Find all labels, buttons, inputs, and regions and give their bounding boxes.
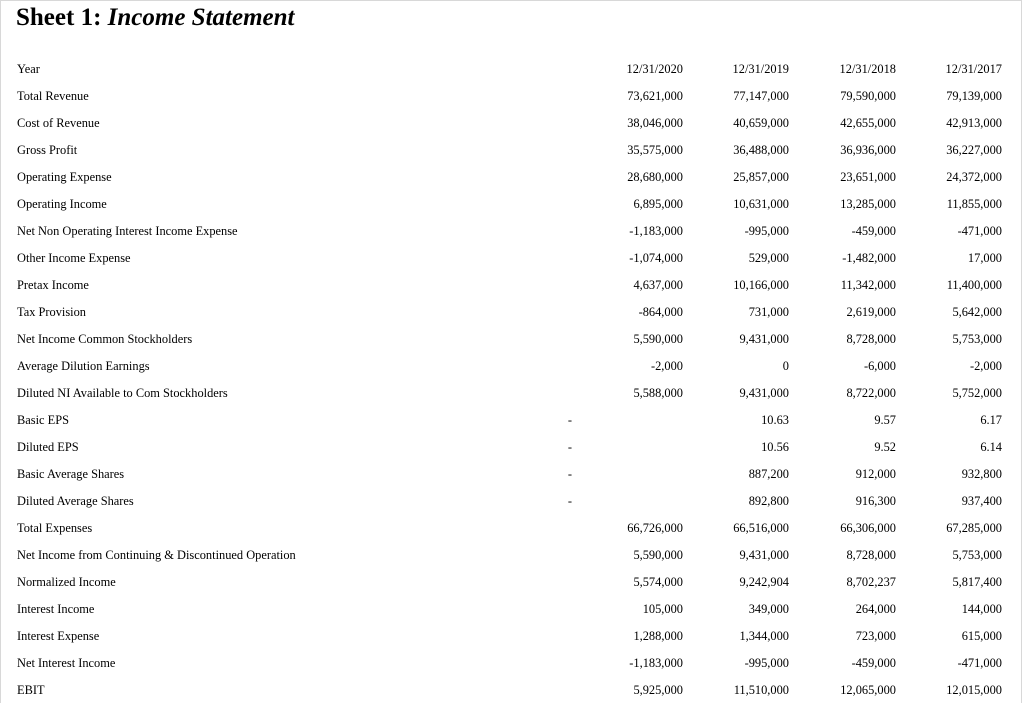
row-label[interactable]: Tax Provision [17, 305, 87, 319]
table-row [1, 575, 1023, 602]
value-cell-2017[interactable]: 11,400,000 [946, 278, 1002, 292]
table-row [1, 170, 1023, 197]
value-cell-2019[interactable]: 887,200 [748, 467, 789, 481]
sheet-name: Sheet 1: [16, 4, 102, 31]
value-cell-2020[interactable]: 35,575,000 [627, 143, 683, 157]
value-cell-2017[interactable]: 79,139,000 [946, 89, 1002, 103]
table-row [1, 548, 1023, 575]
row-label[interactable]: Gross Profit [17, 143, 78, 157]
value-cell-2018[interactable]: -1,482,000 [842, 251, 896, 265]
value-cell-2018[interactable]: 9.57 [874, 413, 896, 427]
value-cell-2019[interactable]: 10.63 [761, 413, 789, 427]
value-cell-2018[interactable]: 912,000 [855, 467, 896, 481]
header-label[interactable]: Year [17, 62, 40, 76]
sheet-title-text: Income Statement [107, 4, 295, 31]
row-label[interactable]: Net Interest Income [17, 656, 116, 670]
value-cell-2018[interactable]: 723,000 [855, 629, 896, 643]
row-label[interactable]: Diluted EPS [17, 440, 79, 454]
row-label[interactable]: Diluted Average Shares [17, 494, 134, 508]
value-cell-2017[interactable]: -471,000 [957, 656, 1002, 670]
table-row [1, 494, 1023, 521]
row-label[interactable]: Normalized Income [17, 575, 116, 589]
value-cell-2020[interactable]: 38,046,000 [627, 116, 683, 130]
row-label[interactable]: Operating Income [17, 197, 107, 211]
value-cell-2018[interactable]: 11,342,000 [840, 278, 896, 292]
row-label[interactable]: Net Income from Continuing & Discontinued Operation [17, 548, 296, 562]
value-cell-2019[interactable]: -995,000 [744, 656, 789, 670]
value-cell-2019[interactable]: 9,242,904 [739, 575, 789, 589]
value-cell-2019[interactable]: 529,000 [748, 251, 789, 265]
value-cell-2017[interactable]: 6.14 [980, 440, 1002, 454]
table-row [1, 656, 1023, 683]
row-label[interactable]: Pretax Income [17, 278, 89, 292]
value-cell-2018[interactable]: 79,590,000 [840, 89, 896, 103]
value-cell-2018[interactable]: -6,000 [863, 359, 896, 373]
value-cell-2020[interactable]: 6,895,000 [633, 197, 683, 211]
value-cell-2019[interactable]: 77,147,000 [733, 89, 789, 103]
value-cell-2017[interactable]: 6.17 [980, 413, 1002, 427]
header-date-2020[interactable]: 12/31/2020 [626, 62, 683, 76]
value-cell-2020[interactable]: -2,000 [650, 359, 683, 373]
value-cell-2017[interactable]: -2,000 [969, 359, 1002, 373]
value-cell-2017[interactable]: 144,000 [961, 602, 1002, 616]
value-cell-2019[interactable]: 1,344,000 [739, 629, 789, 643]
value-cell-2020[interactable]: 66,726,000 [627, 521, 683, 535]
value-cell-2017[interactable]: 67,285,000 [946, 521, 1002, 535]
value-cell-2017[interactable]: 11,855,000 [946, 197, 1002, 211]
table-row [1, 278, 1023, 305]
value-cell-2019[interactable]: 9,431,000 [739, 332, 789, 346]
value-cell-2020[interactable]: 5,590,000 [633, 548, 683, 562]
value-cell-2018[interactable]: 2,619,000 [846, 305, 896, 319]
value-cell-2018[interactable]: 264,000 [855, 602, 896, 616]
value-cell-2017[interactable]: 5,752,000 [952, 386, 1002, 400]
value-cell-2019[interactable]: 9,431,000 [739, 386, 789, 400]
row-label[interactable]: Operating Expense [17, 170, 112, 184]
value-cell-2018[interactable]: 9.52 [874, 440, 896, 454]
value-cell-2017[interactable]: 5,817,400 [952, 575, 1002, 589]
value-cell-2019[interactable]: 731,000 [748, 305, 789, 319]
value-cell-2019[interactable]: 11,510,000 [733, 683, 789, 697]
value-cell-2018[interactable]: 12,065,000 [840, 683, 896, 697]
value-cell-2017[interactable]: 615,000 [961, 629, 1002, 643]
value-cell-2020[interactable]: 1,288,000 [633, 629, 683, 643]
table-row [1, 251, 1023, 278]
value-cell-2017[interactable]: 5,753,000 [952, 332, 1002, 346]
row-label[interactable]: Total Revenue [17, 89, 89, 103]
table-row [1, 413, 1023, 440]
table-row [1, 89, 1023, 116]
value-cell-2017[interactable]: -471,000 [957, 224, 1002, 238]
row-label[interactable]: Diluted NI Available to Com Stockholders [17, 386, 228, 400]
row-label[interactable]: Basic Average Shares [17, 467, 125, 481]
value-cell-2019[interactable]: 10,166,000 [733, 278, 789, 292]
value-cell-2017[interactable]: 42,913,000 [946, 116, 1002, 130]
value-cell-2019[interactable]: 10.56 [761, 440, 789, 454]
value-cell-2017[interactable]: 5,753,000 [952, 548, 1002, 562]
value-cell-2018[interactable]: 8,702,237 [846, 575, 896, 589]
row-label[interactable]: Net Non Operating Interest Income Expense [17, 224, 238, 238]
header-date-2019[interactable]: 12/31/2019 [732, 62, 789, 76]
row-label[interactable]: Interest Income [17, 602, 95, 616]
table-row [1, 305, 1023, 332]
value-cell-2020[interactable]: 73,621,000 [627, 89, 683, 103]
value-cell-2018[interactable]: 42,655,000 [840, 116, 896, 130]
value-cell-2018[interactable]: 8,728,000 [846, 332, 896, 346]
header-date-2017[interactable]: 12/31/2017 [945, 62, 1002, 76]
value-cell-2017[interactable]: 36,227,000 [946, 143, 1002, 157]
value-cell-2017[interactable]: 932,800 [961, 467, 1002, 481]
row-label[interactable]: Interest Expense [17, 629, 100, 643]
row-label[interactable]: Average Dilution Earnings [17, 359, 150, 373]
empty-value-dash[interactable]: - [567, 413, 573, 427]
value-cell-2018[interactable]: 66,306,000 [840, 521, 896, 535]
value-cell-2020[interactable]: 5,588,000 [633, 386, 683, 400]
value-cell-2017[interactable]: 937,400 [961, 494, 1002, 508]
value-cell-2019[interactable]: 66,516,000 [733, 521, 789, 535]
value-cell-2019[interactable]: 36,488,000 [733, 143, 789, 157]
value-cell-2017[interactable]: 5,642,000 [952, 305, 1002, 319]
value-cell-2020[interactable]: 5,925,000 [633, 683, 683, 697]
value-cell-2020[interactable]: 5,574,000 [633, 575, 683, 589]
table-row [1, 467, 1023, 494]
row-label[interactable]: Net Income Common Stockholders [17, 332, 193, 346]
table-row [1, 440, 1023, 467]
value-cell-2017[interactable]: 12,015,000 [946, 683, 1002, 697]
value-cell-2020[interactable]: -1,183,000 [629, 656, 683, 670]
value-cell-2020[interactable]: 28,680,000 [627, 170, 683, 184]
table-row [1, 386, 1023, 413]
header-date-2018[interactable]: 12/31/2018 [839, 62, 896, 76]
value-cell-2019[interactable]: -995,000 [744, 224, 789, 238]
value-cell-2019[interactable]: 10,631,000 [733, 197, 789, 211]
row-label[interactable]: Total Expenses [17, 521, 93, 535]
table-row [1, 683, 1023, 703]
sheet-title [16, 3, 294, 33]
value-cell-2020[interactable]: -864,000 [638, 305, 683, 319]
value-cell-2020[interactable]: 105,000 [642, 602, 683, 616]
value-cell-2018[interactable]: 23,651,000 [840, 170, 896, 184]
table-row [1, 143, 1023, 170]
value-cell-2019[interactable]: 0 [782, 359, 789, 373]
table-row [1, 197, 1023, 224]
table-row [1, 521, 1023, 548]
table-row [1, 224, 1023, 251]
table-header-row [1, 62, 1023, 89]
value-cell-2017[interactable]: 24,372,000 [946, 170, 1002, 184]
value-cell-2018[interactable]: 8,722,000 [846, 386, 896, 400]
row-label[interactable]: Cost of Revenue [17, 116, 100, 130]
row-label[interactable]: Basic EPS [17, 413, 69, 427]
table-row [1, 602, 1023, 629]
value-cell-2019[interactable]: 25,857,000 [733, 170, 789, 184]
value-cell-2019[interactable]: 892,800 [748, 494, 789, 508]
value-cell-2018[interactable]: 8,728,000 [846, 548, 896, 562]
value-cell-2018[interactable]: -459,000 [851, 656, 896, 670]
value-cell-2020[interactable]: 5,590,000 [633, 332, 683, 346]
value-cell-2019[interactable]: 9,431,000 [739, 548, 789, 562]
value-cell-2018[interactable]: 36,936,000 [840, 143, 896, 157]
value-cell-2019[interactable]: 349,000 [748, 602, 789, 616]
value-cell-2020[interactable]: 4,637,000 [633, 278, 683, 292]
value-cell-2017[interactable]: 17,000 [967, 251, 1002, 265]
row-label[interactable]: EBIT [17, 683, 45, 697]
table-row [1, 629, 1023, 656]
value-cell-2020[interactable]: -1,074,000 [629, 251, 683, 265]
row-label[interactable]: Other Income Expense [17, 251, 131, 265]
table-row [1, 116, 1023, 143]
table-row [1, 332, 1023, 359]
empty-value-dash[interactable]: - [567, 467, 573, 481]
table-row [1, 359, 1023, 386]
value-cell-2020[interactable]: -1,183,000 [629, 224, 683, 238]
value-cell-2018[interactable]: -459,000 [851, 224, 896, 238]
empty-value-dash[interactable]: - [567, 494, 573, 508]
value-cell-2019[interactable]: 40,659,000 [733, 116, 789, 130]
empty-value-dash[interactable]: - [567, 440, 573, 454]
value-cell-2018[interactable]: 916,300 [855, 494, 896, 508]
value-cell-2018[interactable]: 13,285,000 [840, 197, 896, 211]
